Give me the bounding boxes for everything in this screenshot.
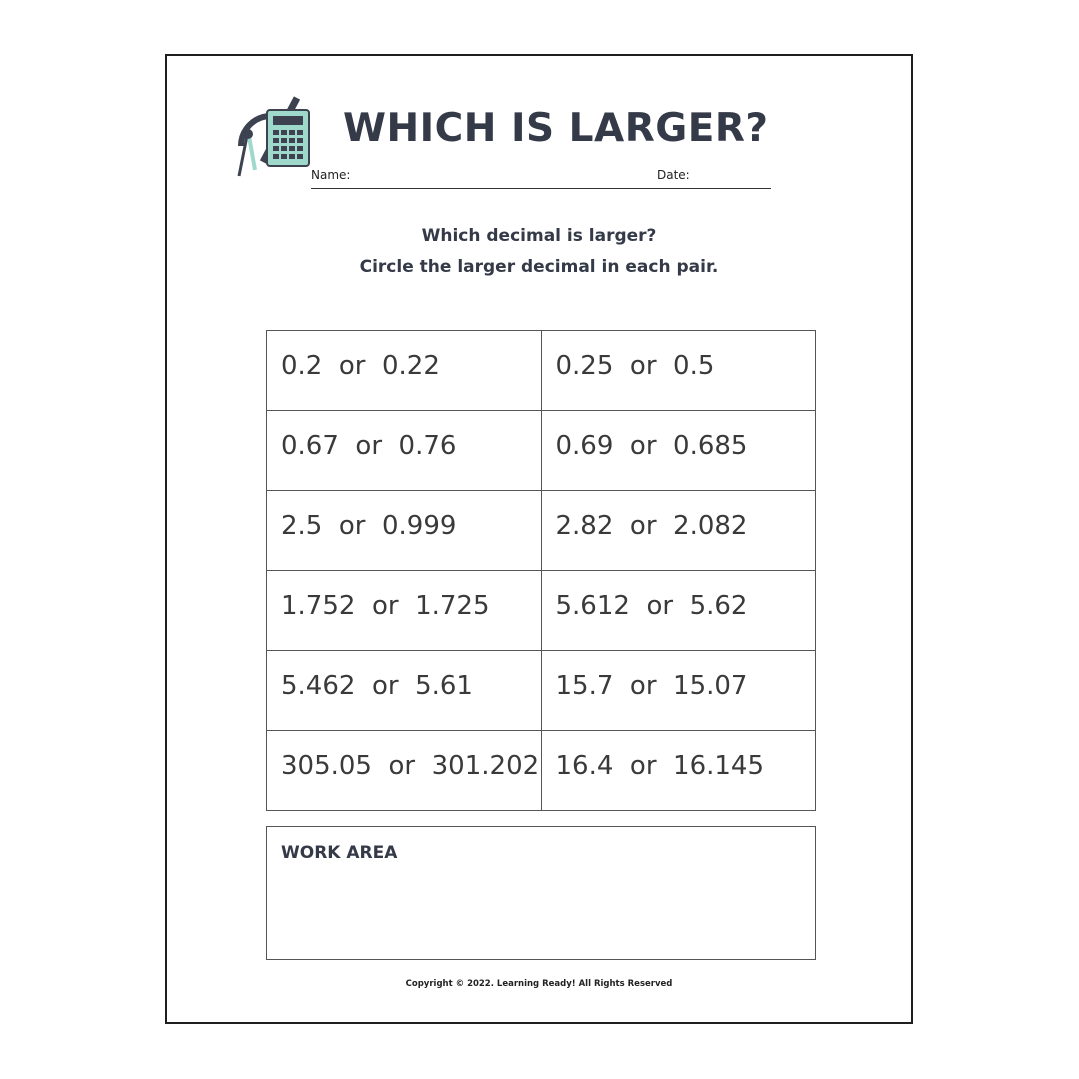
table-row (267, 571, 816, 651)
pair-cell[interactable] (541, 491, 816, 571)
worksheet-page (165, 54, 913, 1024)
instruction-directive: Circle the larger decimal in each pair. (359, 257, 719, 277)
table-row (267, 731, 816, 811)
pair-text: 16.4 or 16.145 (555, 751, 765, 781)
pair-cell[interactable] (267, 651, 542, 731)
pair-text: 0.67 or 0.76 (281, 431, 457, 461)
pair-cell[interactable] (541, 651, 816, 731)
pair-text: 0.69 or 0.685 (555, 431, 748, 461)
copyright-footer: Copyright © 2022. Learning Ready! All Rights Reserved (405, 979, 673, 989)
table-row (267, 651, 816, 731)
pair-text: 0.25 or 0.5 (555, 351, 715, 381)
work-area-box[interactable] (266, 826, 816, 960)
calculator-ruler-compass-icon (233, 96, 313, 180)
pair-cell[interactable] (541, 731, 816, 811)
table-row (267, 491, 816, 571)
pair-cell[interactable] (541, 411, 816, 491)
table-row (267, 331, 816, 411)
pair-text: 2.82 or 2.082 (555, 511, 748, 541)
pair-text: 15.7 or 15.07 (555, 671, 748, 701)
instruction-question: Which decimal is larger? (421, 226, 657, 246)
worksheet-title: WHICH IS LARGER? (343, 106, 769, 151)
pair-text: 0.2 or 0.22 (281, 351, 440, 381)
pair-cell[interactable] (267, 411, 542, 491)
pair-cell[interactable] (267, 331, 542, 411)
pair-text: 2.5 or 0.999 (281, 511, 457, 541)
decimal-pairs-table (266, 330, 816, 811)
pair-cell[interactable] (541, 331, 816, 411)
name-label: Name: (311, 168, 351, 182)
name-date-line[interactable] (311, 166, 771, 189)
pair-cell[interactable] (267, 571, 542, 651)
pair-cell[interactable] (267, 731, 542, 811)
pair-cell[interactable] (267, 491, 542, 571)
pair-text: 305.05 or 301.202 (281, 751, 540, 781)
date-label: Date: (657, 168, 690, 182)
table-row (267, 411, 816, 491)
pair-text: 5.612 or 5.62 (555, 591, 748, 621)
work-area-label: WORK AREA (281, 843, 398, 863)
pair-text: 5.462 or 5.61 (281, 671, 473, 701)
pair-cell[interactable] (541, 571, 816, 651)
pair-text: 1.752 or 1.725 (281, 591, 490, 621)
